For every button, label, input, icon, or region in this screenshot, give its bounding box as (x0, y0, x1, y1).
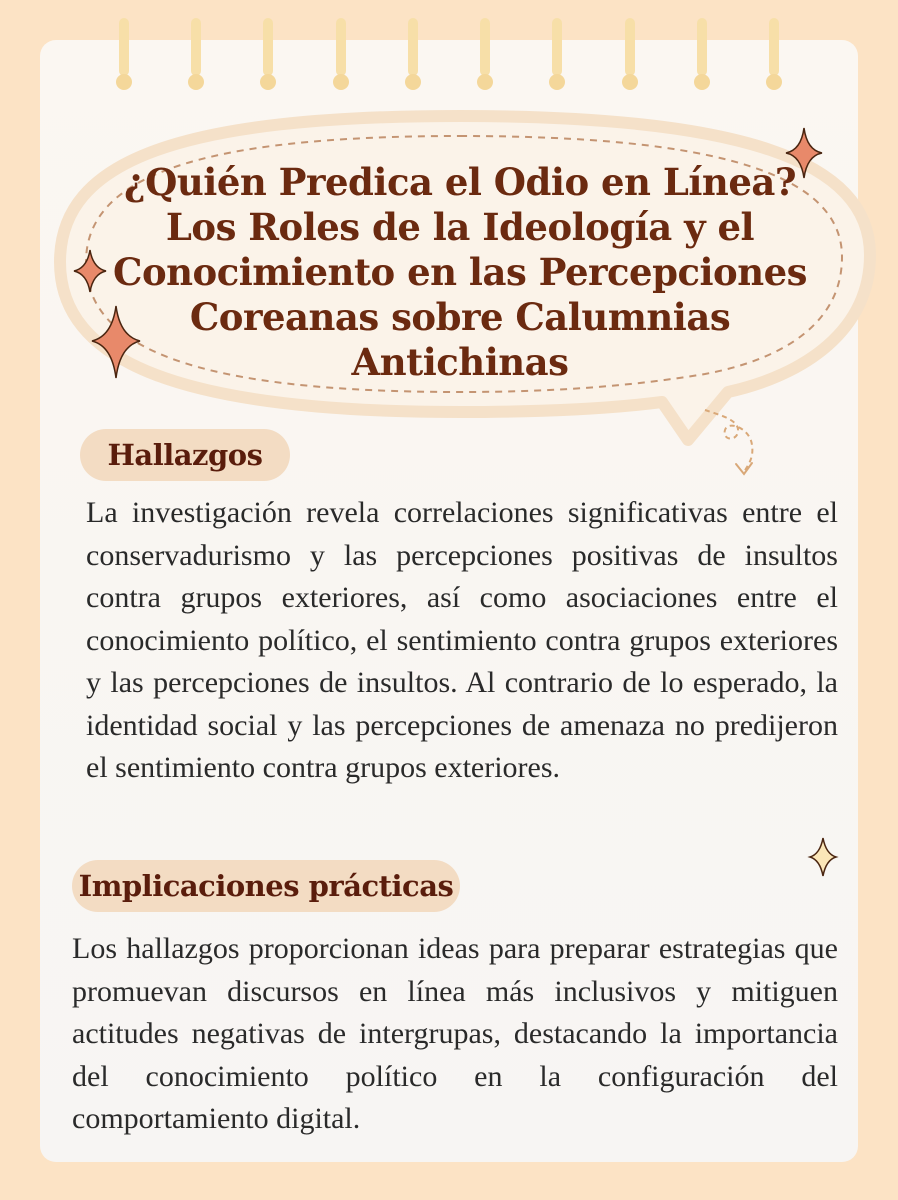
section-body-findings: La investigación revela correlaciones significativas entre el conservadurismo y las percepciones positivas de insultos contra grupos exteriores, así como asociaciones entre el conocimiento político, el sentimiento contra grupos exteriores y las percepciones de insultos. Al contrario de lo esperado, la identidad social y las percepciones de amenaza no predijeron el sentimiento contra grupos exteriores. (86, 496, 838, 784)
section-heading-implications: Implicaciones prácticas (72, 860, 460, 912)
page-title: ¿Quién Predica el Odio en Línea? Los Roles de la Ideología y el Conocimiento en las Percepciones Coreanas sobre Calumnias Antichinas (113, 160, 807, 384)
sparkle-icon (810, 838, 836, 876)
section-body-implications: Los hallazgos proporcionan ideas para preparar estrategias que promuevan discursos en línea más inclusivos y mitiguen actitudes negativas de intergrupas, destacando la importancia del conocimiento político en la configuración del comportamiento digital. (72, 932, 838, 1135)
section-heading-findings: Hallazgos (80, 429, 290, 481)
